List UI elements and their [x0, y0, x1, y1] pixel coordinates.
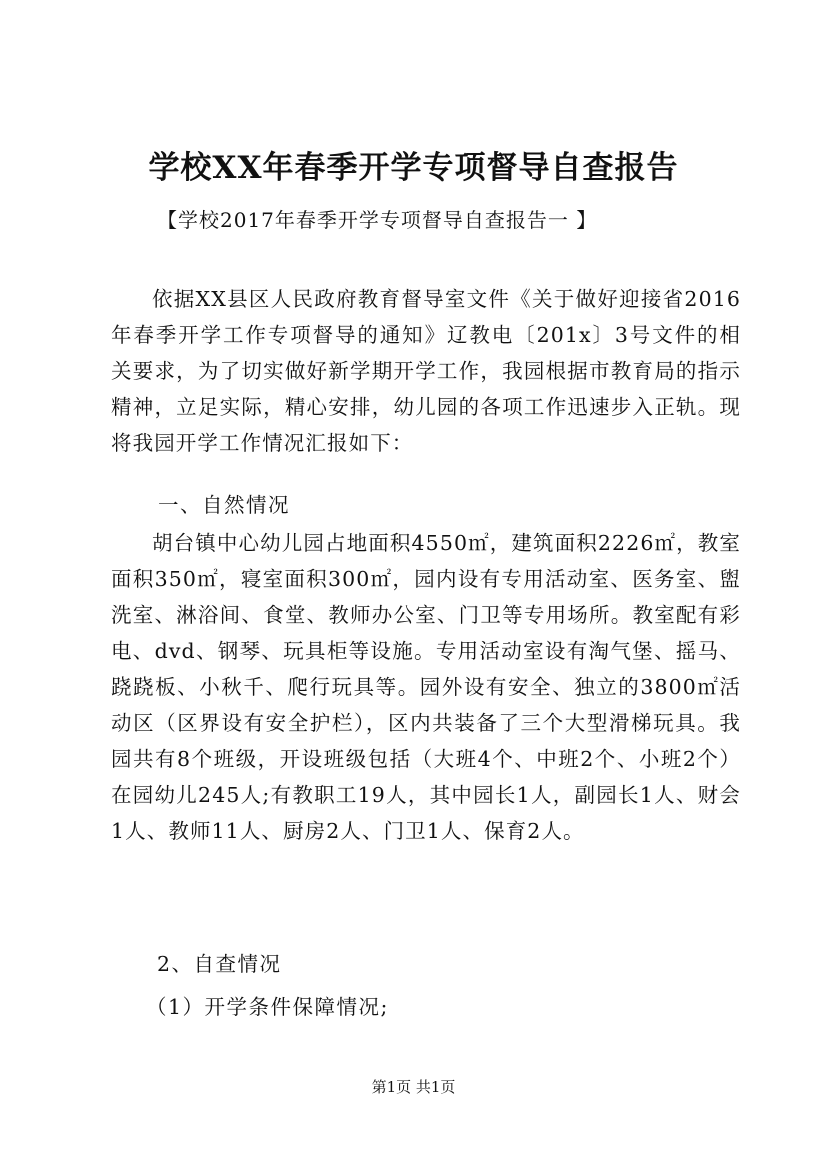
document-subtitle: 【学校2017年春季开学专项督导自查报告一 】: [157, 208, 598, 232]
paragraph-intro: 依据XX县区人民政府教育督导室文件《关于做好迎接省2016年春季开学工作专项督导的通知》辽教电〔201x〕3号文件的相关要求，为了切实做好新学期开学工作，我园根据市教育局的指示精神，立足实际，精心安排，幼儿园的各项工作迅速步入正轨。现将我园开学工作情况汇报如下：: [111, 287, 741, 455]
subsection-heading-conditions: （1）开学条件保障情况;: [146, 995, 389, 1019]
section-heading-self-check: 2、自查情况: [157, 952, 282, 976]
page-footer: 第1页 共1页: [371, 1078, 456, 1096]
document-title: 学校XX年春季开学专项督导自查报告: [148, 150, 679, 186]
section-heading-natural-conditions: 一、自然情况: [158, 493, 290, 517]
paragraph-natural-conditions: 胡台镇中心幼儿园占地面积4550㎡，建筑面积2226㎡，教室面积350㎡，寝室面积300㎡，园内设有专用活动室、医务室、盥洗室、淋浴间、食堂、教师办公室、门卫等专用场所。教室配有彩电、dvd、钢琴、玩具柜等设施。专用活动室设有淘气堡、摇马、跷跷板、小秋千、爬行玩具等。园外设有安全、独立的3800㎡活动区（区界设有安全护栏），区内共装备了三个大型滑梯玩具。我园共有8个班级，开设班级包括（大班4个、中班2个、小班2个）在园幼儿245人;有教职工19人，其中园长1人，副园长1人、财会1人、教师11人、厨房2人、门卫1人、保育2人。: [111, 531, 741, 843]
